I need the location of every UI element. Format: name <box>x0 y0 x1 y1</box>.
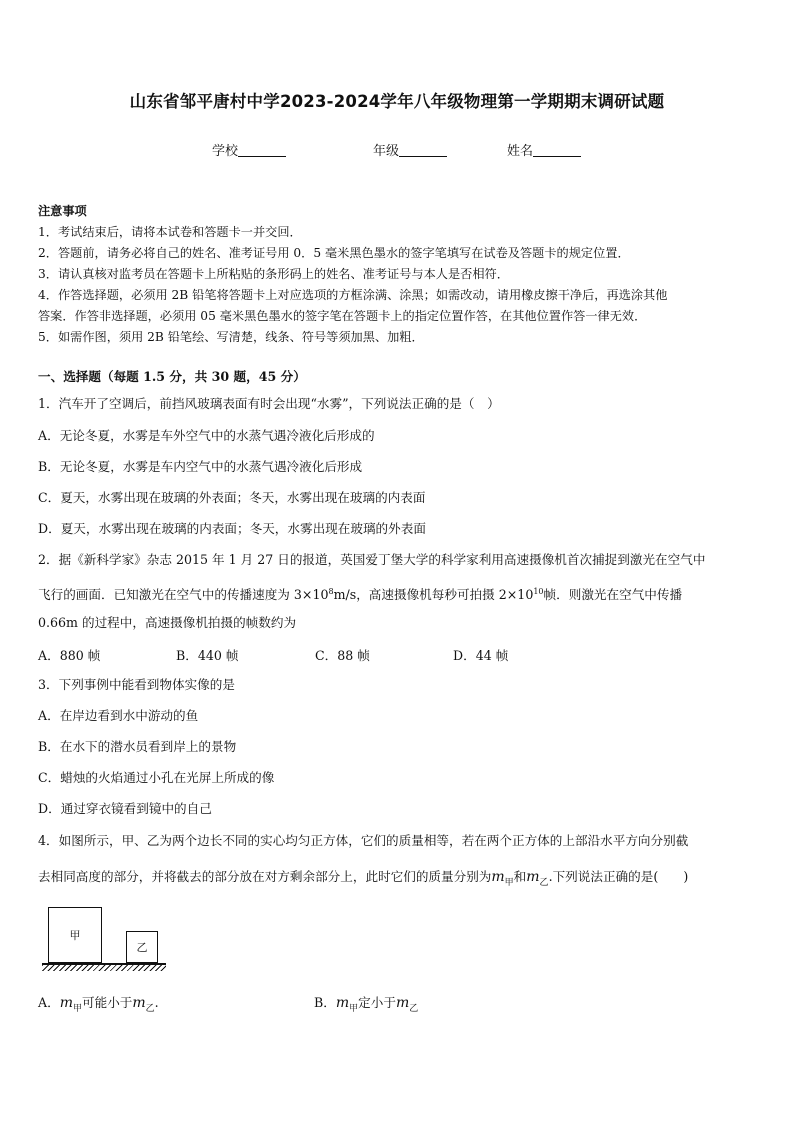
cube-yi: 乙 <box>126 931 158 963</box>
note-item: 5．如需作图，须用 2B 铅笔绘、写清楚，线条、符号等须加黑、加粗． <box>38 330 424 344</box>
question-2-line-3: 0.66m 的过程中，高速摄像机拍摄的帧数约为 <box>38 615 297 630</box>
note-item: 2．答题前，请务必将自己的姓名、准考证号用 0．5 毫米黑色墨水的签字笔填写在试卷及答题卡的规定位置． <box>38 246 630 260</box>
page-title: 山东省邹平唐村中学2023-2024学年八年级物理第一学期期末调研试题 <box>129 92 665 111</box>
question-4-option-a <box>38 992 159 1014</box>
q4-text-b: .下列说法正确的是( ) <box>548 869 689 884</box>
question-1-option-c: C．夏天，水雾出现在玻璃的外表面；冬天，水雾出现在玻璃的内表面 <box>38 490 426 505</box>
q4-option-b-label: B． <box>314 995 336 1010</box>
name-blank <box>533 143 581 157</box>
name-field <box>507 140 581 159</box>
question-4-option-b <box>314 992 418 1014</box>
q4-and: 和 <box>513 869 527 884</box>
q2-exponent-2: 10 <box>533 587 544 596</box>
question-2-line-2 <box>38 583 682 604</box>
mass-jia-symbol: $m_甲$ <box>335 995 359 1014</box>
question-1-stem: 1．汽车开了空调后，前挡风玻璃表面有时会出现“水雾”，下列说法正确的是（ ） <box>38 396 500 411</box>
question-3-option-d: D．通过穿衣镜看到镜中的自己 <box>38 801 212 816</box>
question-2-option-a: A．880 帧 <box>38 648 101 663</box>
q4-option-a-end: . <box>154 995 159 1010</box>
cubes-figure <box>40 905 170 975</box>
grade-label: 年级 <box>373 144 400 159</box>
question-2-line-1: 2．据《新科学家》杂志 2015 年 1 月 27 日的报道，英国爱丁堡大学的科学家利用高速摄像机首次捕捉到激光在空气中 <box>38 552 706 567</box>
note-item: 3．请认真核对监考员在答题卡上所粘贴的条形码上的姓名、准考证号与本人是否相符． <box>38 267 509 281</box>
question-3-stem: 3．下列事例中能看到物体实像的是 <box>38 677 235 692</box>
q2-text-a: 飞行的画面．已知激光在空气中的传播速度为 3×10 <box>38 587 329 603</box>
question-3-option-a: A．在岸边看到水中游动的鱼 <box>38 708 199 723</box>
name-label: 姓名 <box>507 144 534 159</box>
mass-yi-symbol: $m_乙$ <box>526 869 549 888</box>
grade-field <box>373 140 447 159</box>
question-3-option-b: B．在水下的潜水员看到岸上的景物 <box>38 739 237 754</box>
school-field <box>212 140 286 159</box>
question-4-line-1: 4．如图所示，甲、乙为两个边长不同的实心均匀正方体，它们的质量相等，若在两个正方体的上部沿水平方向分别截 <box>38 833 689 848</box>
ground-hatch <box>42 965 166 971</box>
school-label: 学校 <box>212 144 239 159</box>
section-heading: 一、选择题（每题 1.5 分，共 30 题，45 分） <box>38 369 306 384</box>
cube-jia: 甲 <box>48 907 102 963</box>
q2-text-c: 帧．则激光在空气中传播 <box>543 587 683 603</box>
question-1-option-a: A．无论冬夏，水雾是车外空气中的水蒸气遇冷液化后形成的 <box>38 428 375 443</box>
q2-text-b: m/s，高速摄像机每秒可拍摄 2×10 <box>333 587 534 603</box>
school-blank <box>238 143 286 157</box>
question-2-option-b: B．440 帧 <box>176 648 239 663</box>
note-item: 1．考试结束后，请将本试卷和答题卡一并交回． <box>38 225 302 239</box>
mass-jia-symbol: $m_甲$ <box>59 995 82 1014</box>
note-item: 4．作答选择题，必须用 2B 铅笔将答题卡上对应选项的方框涂满、涂黑；如需改动，请用橡皮擦干净后，再选涂其他 <box>38 288 668 302</box>
mass-jia-symbol: $m_甲$ <box>491 869 514 888</box>
q4-option-b-text: 定小于 <box>358 995 396 1010</box>
q4-option-a-text: 可能小于 <box>82 995 133 1010</box>
notes-heading: 注意事项 <box>38 204 87 218</box>
question-4-line-2 <box>38 868 688 892</box>
grade-blank <box>399 143 447 157</box>
question-2-option-c: C．88 帧 <box>315 648 370 663</box>
q4-option-a-label: A． <box>38 995 60 1010</box>
question-1-option-d: D．夏天，水雾出现在玻璃的内表面；冬天，水雾出现在玻璃的外表面 <box>38 521 426 536</box>
note-item: 答案．作答非选择题，必须用 05 毫米黑色墨水的签字笔在答题卡上的指定位置作答，在其他位置作答一律无效． <box>38 309 647 323</box>
question-1-option-b: B．无论冬夏，水雾是车内空气中的水蒸气遇冷液化后形成 <box>38 459 363 474</box>
question-3-option-c: C．蜡烛的火焰通过小孔在光屏上所成的像 <box>38 770 275 785</box>
mass-yi-symbol: $m_乙$ <box>395 995 419 1014</box>
question-2-option-d: D．44 帧 <box>453 648 509 663</box>
mass-yi-symbol: $m_乙$ <box>132 995 155 1014</box>
q2-exponent-1: 8 <box>328 587 334 596</box>
q4-text-a: 去相同高度的部分，并将截去的部分放在对方剩余部分上，此时它们的质量分别为 <box>38 869 492 884</box>
